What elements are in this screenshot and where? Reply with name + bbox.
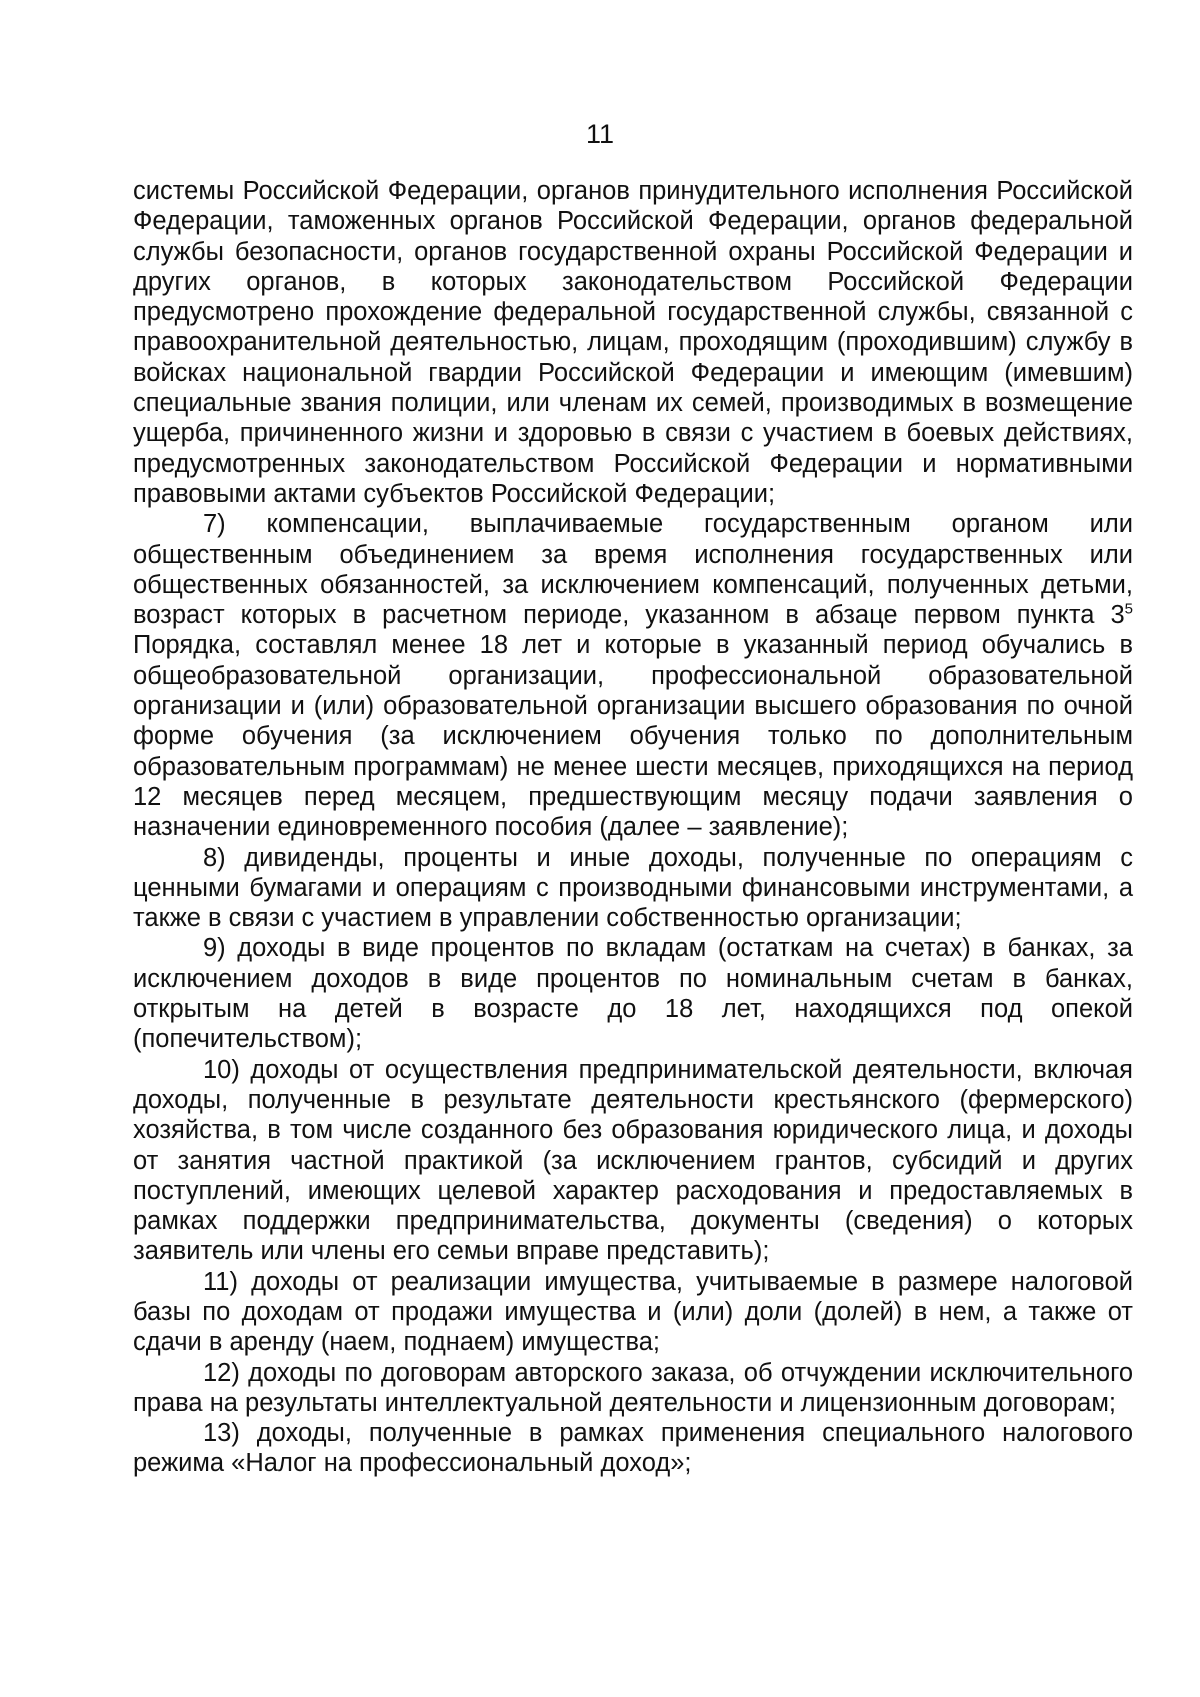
paragraph-item-7-text-start: 7) компенсации, выплачиваемые государственным органом или общественным объединением за время исполнения государственных или общественных обязанностей, за исключением компенсаций, полученных детьми, возраст которых в расчетном периоде, указанном в абзаце первом пункта 3 <box>133 510 1133 630</box>
paragraph-item-12: 12) доходы по договорам авторского заказа, об отчуждении исключительного права на результаты интеллектуальной деятельности и лицензионным договорам; <box>133 1358 1133 1417</box>
page-number: 11 <box>585 119 615 149</box>
paragraph-item-8: 8) дивиденды, проценты и иные доходы, полученные по операциям с ценными бумагами и операциям с производными финансовыми инструментами, а также в связи с участием в управлении собственностью организации; <box>133 843 1133 933</box>
paragraph-item-13: 13) доходы, полученные в рамках применения специального налогового режима «Налог на профессиональный доход»; <box>133 1419 1133 1478</box>
paragraph-item-9: 9) доходы в виде процентов по вкладам (остаткам на счетах) в банках, за исключением доходов в виде процентов по номинальным счетам в банках, открытым на детей в возрасте до 18 лет, находящихся под опекой (попечительством); <box>133 934 1133 1054</box>
paragraph-continuation: системы Российской Федерации, органов принудительного исполнения Российской Федерации, таможенных органов Российской Федерации, органов федеральной службы безопасности, органов государственной охраны Российской Федерации и других органов, в которых законодательством Российской Федерации предусмотрено прохождение федеральной государственной службы, связанной с правоохранительной деятельностью, лицам, проходящим (проходившим) службу в войсках национальной гвардии Российской Федерации и имеющим (имевшим) специальные звания полиции, или членам их семей, производимых в возмещение ущерба, причиненного жизни и здоровью в связи с участием в боевых действиях, предусмотренных законодательством Российской Федерации и нормативными правовыми актами субъектов Российской Федерации; <box>133 177 1133 508</box>
paragraph-item-11: 11) доходы от реализации имущества, учитываемые в размере налоговой базы по доходам от продажи имущества и (или) доли (долей) в нем, а также от сдачи в аренду (наем, поднаем) имущества; <box>133 1267 1133 1357</box>
footnote-superscript: 5 <box>1124 600 1133 618</box>
paragraph-item-7 <box>133 509 1133 842</box>
paragraph-item-7-text-end: Порядка, составлял менее 18 лет и которые в указанный период обучались в общеобразовательной организации, профессиональной образовательной организации и (или) образовательной организации высшего образования по очной форме обучения (за исключением обучения только по дополнительным образовательным программам) не менее шести месяцев, приходящихся на период 12 месяцев перед месяцем, предшествующим месяцу подачи заявления о назначении единовременного пособия (далее – заявление); <box>133 631 1133 842</box>
document-body <box>133 176 1133 1479</box>
paragraph-item-10: 10) доходы от осуществления предпринимательской деятельности, включая доходы, полученные в результате деятельности крестьянского (фермерского) хозяйства, в том числе созданного без образования юридического лица, и доходы от занятия частной практикой (за исключением грантов, субсидий и других поступлений, имеющих целевой характер расходования и предоставляемых в рамках поддержки предпринимательства, документы (сведения) о которых заявитель или члены его семьи вправе представить); <box>133 1055 1133 1266</box>
